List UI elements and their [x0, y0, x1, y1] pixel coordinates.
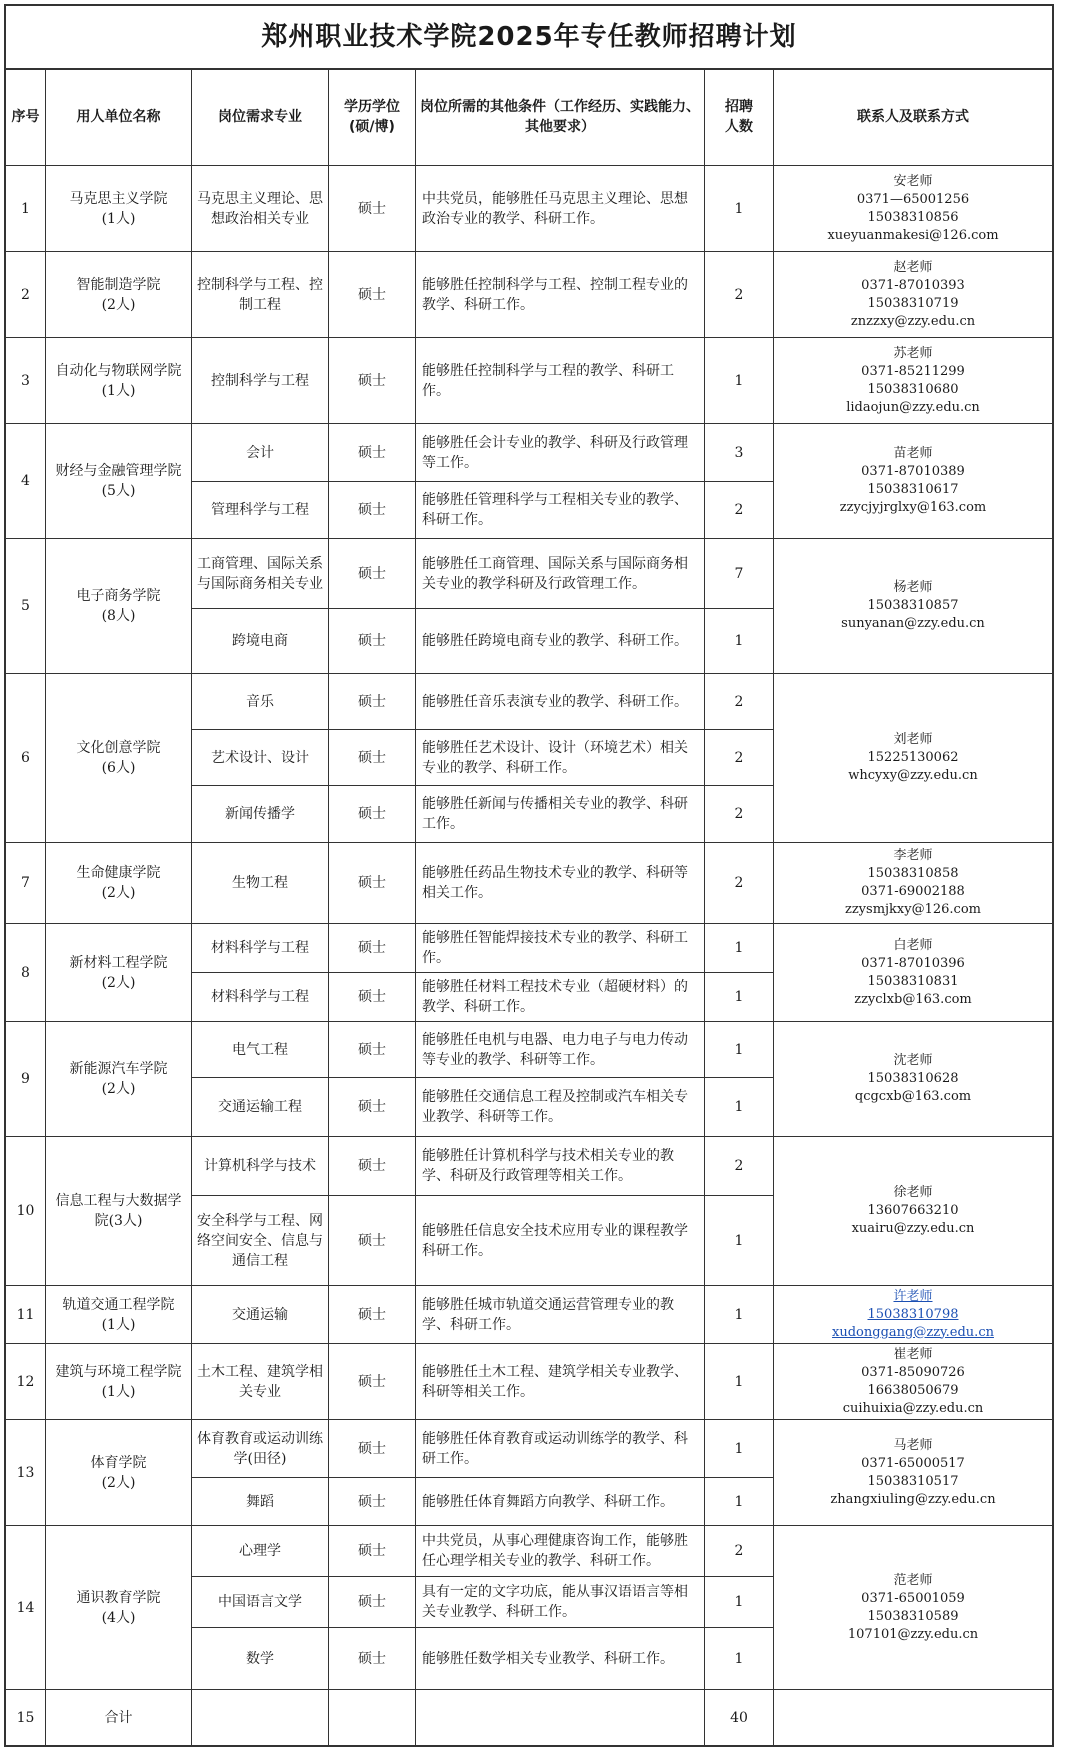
major-cell: 新闻传播学: [192, 786, 329, 843]
major-cell: 材料科学与工程: [192, 973, 329, 1022]
contact-line: 苏老师: [893, 345, 933, 361]
degree-cell: 硕士: [329, 1628, 416, 1690]
contact-line: 崔老师: [893, 1346, 933, 1362]
row-number: 12: [6, 1344, 46, 1420]
contact-line: qcgcxb@163.com: [854, 1089, 972, 1104]
degree-cell: 硕士: [329, 1526, 416, 1577]
degree-cell: 硕士: [329, 924, 416, 973]
contact-line: 徐老师: [893, 1185, 933, 1200]
number-cell: 1: [705, 1022, 774, 1078]
conditions-cell: 中共党员，从事心理健康咨询工作，能够胜任心理学相关专业的教学、科研工作。: [416, 1526, 705, 1577]
major-cell: 中国语言文学: [192, 1577, 329, 1628]
conditions-cell: 能够胜任土木工程、建筑学相关专业教学、科研等相关工作。: [416, 1344, 705, 1420]
conditions-cell: 能够胜任计算机科学与技术相关专业的教学、科研及行政管理等相关工作。: [416, 1137, 705, 1196]
number-cell: 1: [705, 338, 774, 424]
major-cell: 土木工程、建筑学相关专业: [192, 1344, 329, 1420]
conditions-cell: 能够胜任体育舞蹈方向教学、科研工作。: [416, 1478, 705, 1526]
row-number: 8: [6, 924, 46, 1022]
conditions-cell: 中共党员，能够胜任马克思主义理论、思想政治专业的教学、科研工作。: [416, 166, 705, 252]
unit-name-line: 新材料工程学院: [69, 954, 168, 971]
total-contact-empty: [774, 1690, 1052, 1745]
contact-line: 0371—65001256: [856, 191, 970, 207]
major-cell: 艺术设计、设计: [192, 730, 329, 786]
unit-name-line: (2人): [101, 296, 136, 313]
degree-cell: 硕士: [329, 1577, 416, 1628]
unit-name-line: (1人): [101, 382, 136, 399]
unit-name: [46, 1137, 192, 1286]
contact-line: 赵老师: [893, 259, 933, 275]
total-conditions-empty: [416, 1690, 705, 1745]
header-major: 岗位需求专业: [192, 68, 329, 166]
number-cell: 1: [705, 1478, 774, 1526]
contact-info: [774, 843, 1052, 924]
unit-name-line: 新能源汽车学院: [69, 1061, 168, 1077]
conditions-cell: 能够胜任控制科学与工程的教学、科研工作。: [416, 338, 705, 424]
contact-line: 安老师: [893, 173, 933, 189]
contact-line: 15038310831: [867, 973, 959, 989]
unit-name: [46, 1022, 192, 1137]
number-cell: 1: [705, 1420, 774, 1478]
contact-line: zhangxiuling@zzy.edu.cn: [830, 1491, 996, 1507]
degree-cell: 硕士: [329, 252, 416, 338]
contact-line[interactable]: 许老师: [893, 1288, 933, 1304]
number-cell: 2: [705, 843, 774, 924]
contact-info: [774, 166, 1052, 252]
contact-line: whcyxy@zzy.edu.cn: [848, 768, 978, 783]
conditions-cell: 能够胜任电机与电器、电力电子与电力传动等专业的教学、科研等工作。: [416, 1022, 705, 1078]
contact-line: 杨老师: [893, 580, 933, 595]
total-major-empty: [192, 1690, 329, 1745]
contact-line: 15038310856: [867, 209, 959, 225]
contact-line[interactable]: 15038310798: [867, 1306, 959, 1322]
contact-line: 15038310617: [867, 482, 959, 497]
conditions-cell: 能够胜任交通信息工程及控制或汽车相关专业教学、科研等工作。: [416, 1078, 705, 1137]
major-cell: 生物工程: [192, 843, 329, 924]
degree-cell: 硕士: [329, 786, 416, 843]
unit-name: [46, 424, 192, 539]
contact-info: [774, 1022, 1052, 1137]
unit-name-line: 轨道交通工程学院: [62, 1296, 175, 1313]
number-cell: 1: [705, 1196, 774, 1286]
degree-cell: 硕士: [329, 1078, 416, 1137]
major-cell: 交通运输工程: [192, 1078, 329, 1137]
number-cell: 2: [705, 786, 774, 843]
contact-info: [774, 1526, 1052, 1690]
number-cell: 1: [705, 1577, 774, 1628]
major-cell: 控制科学与工程、控制工程: [192, 252, 329, 338]
unit-name: [46, 1286, 192, 1344]
contact-line: 13607663210: [867, 1203, 959, 1218]
contact-line: zzyclxb@163.com: [854, 991, 972, 1007]
conditions-cell: 能够胜任材料工程技术专业（超硬材料）的教学、科研工作。: [416, 973, 705, 1022]
contact-line: 马老师: [893, 1437, 933, 1453]
unit-name: [46, 843, 192, 924]
conditions-cell: 能够胜任音乐表演专业的教学、科研工作。: [416, 674, 705, 730]
conditions-cell: 能够胜任数学相关专业教学、科研工作。: [416, 1628, 705, 1690]
conditions-cell: 能够胜任新闻与传播相关专业的教学、科研工作。: [416, 786, 705, 843]
unit-name-line: (2人): [101, 1081, 136, 1097]
contact-line: 15038310628: [867, 1071, 959, 1086]
degree-cell: 硕士: [329, 166, 416, 252]
degree-cell: 硕士: [329, 482, 416, 539]
unit-name-line: 智能制造学院: [76, 276, 161, 293]
number-cell: 1: [705, 1286, 774, 1344]
number-cell: 2: [705, 730, 774, 786]
unit-name: [46, 1420, 192, 1526]
contact-info: [774, 924, 1052, 1022]
header-unit: 用人单位名称: [46, 68, 192, 166]
contact-line: 15038310857: [867, 598, 959, 613]
number-cell: 1: [705, 924, 774, 973]
conditions-cell: 能够胜任工商管理、国际关系与国际商务相关专业的教学科研及行政管理工作。: [416, 539, 705, 609]
unit-name-line: 生命健康学院: [76, 865, 161, 881]
degree-cell: 硕士: [329, 1420, 416, 1478]
unit-name-line: 文化创意学院: [76, 740, 161, 756]
contact-line: 15225130062: [867, 750, 959, 765]
degree-cell: 硕士: [329, 1286, 416, 1344]
contact-info: [774, 1286, 1052, 1344]
unit-name: [46, 1344, 192, 1420]
contact-line: 0371-69002188: [861, 884, 965, 899]
degree-cell: 硕士: [329, 609, 416, 674]
degree-cell: 硕士: [329, 843, 416, 924]
major-cell: 音乐: [192, 674, 329, 730]
unit-name-line: 通识教育学院: [76, 1589, 161, 1606]
row-number: 4: [6, 424, 46, 539]
conditions-cell: 能够胜任管理科学与工程相关专业的教学、科研工作。: [416, 482, 705, 539]
header-conditions: 岗位所需的其他条件（工作经历、实践能力、其他要求）: [416, 68, 705, 166]
conditions-cell: 能够胜任跨境电商专业的教学、科研工作。: [416, 609, 705, 674]
degree-cell: 硕士: [329, 539, 416, 609]
major-cell: 管理科学与工程: [192, 482, 329, 539]
unit-name-line: (6人): [101, 760, 136, 776]
conditions-cell: 能够胜任信息安全技术应用专业的课程教学科研工作。: [416, 1196, 705, 1286]
number-cell: 7: [705, 539, 774, 609]
conditions-cell: 能够胜任城市轨道交通运营管理专业的教学、科研工作。: [416, 1286, 705, 1344]
major-cell: 控制科学与工程: [192, 338, 329, 424]
contact-line: 107101@zzy.edu.cn: [847, 1626, 979, 1642]
row-number: 6: [6, 674, 46, 843]
contact-line: 15038310680: [867, 381, 959, 397]
total-number: 40: [705, 1690, 774, 1745]
conditions-cell: 具有一定的文字功底，能从事汉语语言等相关专业教学、科研工作。: [416, 1577, 705, 1628]
unit-name-line: (4人): [101, 1609, 136, 1626]
contact-line: zzysmjkxy@126.com: [844, 902, 981, 917]
conditions-cell: 能够胜任艺术设计、设计（环境艺术）相关专业的教学、科研工作。: [416, 730, 705, 786]
degree-cell: 硕士: [329, 730, 416, 786]
unit-name-line: 财经与金融管理学院: [55, 463, 182, 479]
contact-line: xueyuanmakesi@126.com: [827, 227, 999, 243]
number-cell: 1: [705, 609, 774, 674]
contact-info: [774, 539, 1052, 674]
contact-info: [774, 1420, 1052, 1526]
contact-line: 15038310517: [867, 1473, 959, 1489]
recruitment-table: [4, 4, 1054, 1747]
contact-line: sunyanan@zzy.edu.cn: [841, 616, 985, 631]
contact-info: [774, 252, 1052, 338]
unit-name-line: (8人): [101, 608, 136, 624]
degree-cell: 硕士: [329, 973, 416, 1022]
page-title: 郑州职业技术学院2025年专任教师招聘计划: [261, 22, 797, 52]
header-number-line: 招聘: [725, 98, 753, 115]
unit-name: [46, 674, 192, 843]
row-number: 14: [6, 1526, 46, 1690]
header-contact: 联系人及联系方式: [774, 68, 1052, 166]
unit-name-line: (2人): [101, 885, 136, 901]
major-cell: 会计: [192, 424, 329, 482]
row-number: 11: [6, 1286, 46, 1344]
contact-line: 苗老师: [893, 446, 933, 461]
degree-cell: 硕士: [329, 1022, 416, 1078]
unit-name-line: (5人): [101, 483, 136, 499]
major-cell: 跨境电商: [192, 609, 329, 674]
number-cell: 2: [705, 1526, 774, 1577]
contact-line: 0371-87010393: [861, 277, 965, 293]
contact-line: 15038310719: [867, 295, 959, 311]
header-degree-line: (硕/博): [349, 118, 395, 135]
unit-name-line: 马克思主义学院: [69, 190, 168, 207]
row-number: 7: [6, 843, 46, 924]
unit-name-line: (2人): [101, 974, 136, 991]
contact-line: cuihuixia@zzy.edu.cn: [842, 1400, 984, 1416]
contact-line: 0371-87010396: [861, 955, 965, 971]
row-number: 5: [6, 539, 46, 674]
row-number: 10: [6, 1137, 46, 1286]
number-cell: 2: [705, 1137, 774, 1196]
header-degree-line: 学历学位: [344, 98, 400, 115]
major-cell: 体育教育或运动训练学(田径): [192, 1420, 329, 1478]
conditions-cell: 能够胜任智能焊接技术专业的教学、科研工作。: [416, 924, 705, 973]
conditions-cell: 能够胜任会计专业的教学、科研及行政管理等工作。: [416, 424, 705, 482]
contact-line: 0371-85211299: [861, 363, 965, 379]
contact-line: 15038310858: [867, 866, 959, 881]
degree-cell: 硕士: [329, 338, 416, 424]
number-cell: 1: [705, 1344, 774, 1420]
number-cell: 3: [705, 424, 774, 482]
contact-info: [774, 424, 1052, 539]
unit-name-line: 电子商务学院: [76, 588, 161, 604]
unit-name: [46, 338, 192, 424]
conditions-cell: 能够胜任药品生物技术专业的教学、科研等相关工作。: [416, 843, 705, 924]
unit-name-line: (1人): [101, 1383, 136, 1400]
contact-line: lidaojun@zzy.edu.cn: [846, 399, 980, 415]
contact-line[interactable]: xudonggang@zzy.edu.cn: [832, 1324, 994, 1340]
header-number-line: 人数: [725, 118, 753, 135]
contact-line: znzzxy@zzy.edu.cn: [850, 313, 976, 329]
major-cell: 电气工程: [192, 1022, 329, 1078]
major-cell: 数学: [192, 1628, 329, 1690]
unit-name: [46, 1526, 192, 1690]
unit-name: [46, 924, 192, 1022]
unit-name-line: 建筑与环境工程学院: [55, 1363, 182, 1380]
unit-name-line: 信息工程与大数据学院(3人): [55, 1193, 182, 1229]
major-cell: 安全科学与工程、网络空间安全、信息与通信工程: [192, 1196, 329, 1286]
contact-line: 白老师: [893, 937, 933, 953]
number-cell: 2: [705, 252, 774, 338]
number-cell: 1: [705, 1628, 774, 1690]
major-cell: 舞蹈: [192, 1478, 329, 1526]
number-cell: 1: [705, 1078, 774, 1137]
unit-name: [46, 539, 192, 674]
contact-line: 15038310589: [867, 1608, 959, 1624]
total-label: 合计: [46, 1690, 192, 1745]
contact-line: 李老师: [893, 848, 933, 863]
unit-name-line: (2人): [101, 1474, 136, 1491]
degree-cell: 硕士: [329, 1196, 416, 1286]
contact-line: 刘老师: [893, 732, 933, 747]
number-cell: 2: [705, 674, 774, 730]
degree-cell: 硕士: [329, 424, 416, 482]
row-number: 9: [6, 1022, 46, 1137]
unit-name-line: (1人): [101, 1316, 136, 1333]
contact-info: [774, 1344, 1052, 1420]
header-degree: [329, 68, 416, 166]
unit-name-line: 自动化与物联网学院: [55, 362, 182, 379]
conditions-cell: 能够胜任体育教育或运动训练学的教学、科研工作。: [416, 1420, 705, 1478]
number-cell: 1: [705, 166, 774, 252]
major-cell: 工商管理、国际关系与国际商务相关专业: [192, 539, 329, 609]
unit-name: [46, 166, 192, 252]
conditions-cell: 能够胜任控制科学与工程、控制工程专业的教学、科研工作。: [416, 252, 705, 338]
contact-info: [774, 1137, 1052, 1286]
unit-name: [46, 252, 192, 338]
contact-line: 0371-85090726: [861, 1364, 965, 1380]
contact-line: 沈老师: [893, 1053, 933, 1068]
contact-line: 0371-87010389: [861, 464, 965, 479]
contact-line: zzycjyjrglxy@163.com: [839, 500, 987, 515]
contact-line: 0371-65000517: [861, 1455, 965, 1471]
row-number: 2: [6, 252, 46, 338]
major-cell: 心理学: [192, 1526, 329, 1577]
contact-line: xuairu@zzy.edu.cn: [851, 1221, 975, 1236]
row-number: 3: [6, 338, 46, 424]
total-degree-empty: [329, 1690, 416, 1745]
contact-line: 0371-65001059: [861, 1590, 965, 1606]
contact-line: 16638050679: [867, 1382, 959, 1398]
degree-cell: 硕士: [329, 1137, 416, 1196]
contact-info: [774, 338, 1052, 424]
row-number: 13: [6, 1420, 46, 1526]
unit-name-line: 体育学院: [90, 1454, 147, 1471]
number-cell: 2: [705, 482, 774, 539]
contact-line: 范老师: [893, 1572, 933, 1588]
total-row-number: 15: [6, 1690, 46, 1745]
degree-cell: 硕士: [329, 1478, 416, 1526]
header-no: 序号: [6, 68, 46, 166]
number-cell: 1: [705, 973, 774, 1022]
header-number: [705, 68, 774, 166]
unit-name-line: (1人): [101, 210, 136, 227]
degree-cell: 硕士: [329, 674, 416, 730]
degree-cell: 硕士: [329, 1344, 416, 1420]
major-cell: 马克思主义理论、思想政治相关专业: [192, 166, 329, 252]
major-cell: 交通运输: [192, 1286, 329, 1344]
row-number: 1: [6, 166, 46, 252]
major-cell: 材料科学与工程: [192, 924, 329, 973]
major-cell: 计算机科学与技术: [192, 1137, 329, 1196]
contact-info: [774, 674, 1052, 843]
